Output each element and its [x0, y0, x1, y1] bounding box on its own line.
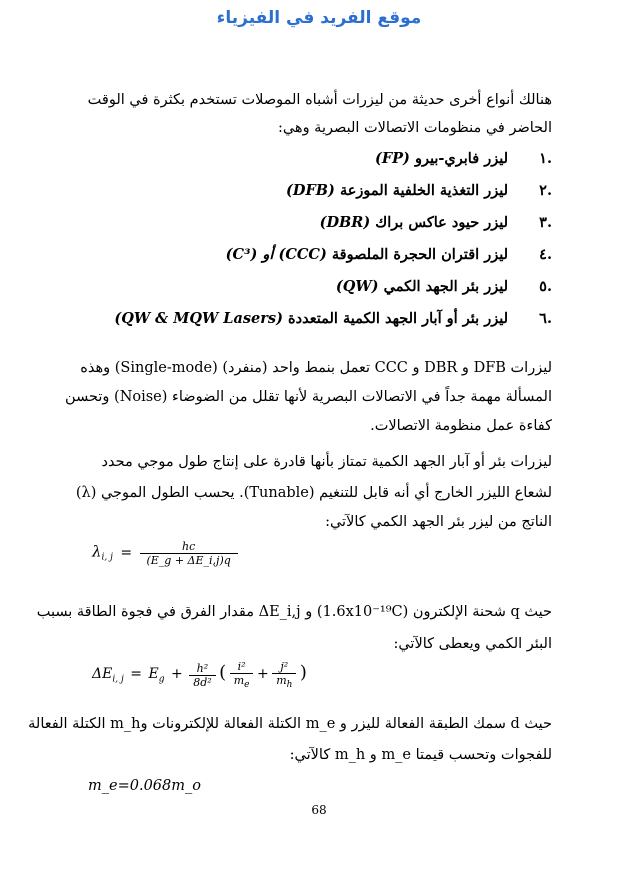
- eq2-j-num: j²: [280, 660, 289, 673]
- eq2-equals: =: [130, 666, 142, 683]
- eq2-i-fraction: [230, 660, 254, 690]
- list-item-4: [226, 246, 552, 263]
- intro-line-1: هنالك أنواع أخرى حديثة من ليزرات أشباه الموصلات تستخدم بكثرة في الوقت: [87, 92, 552, 108]
- list-number: .٣: [539, 214, 552, 231]
- list-abbr: (QW): [335, 278, 379, 295]
- energy-equation: $\Delta E_{i, j} = E_g$ + $\frac{\text{h²}}{\text{8d²}}$ ( $\frac{\text{i²}}{m_e}$ + $\frac{\text{j²}}{m_h}$ ): [92, 660, 307, 691]
- eq1-lhs: λ: [92, 542, 102, 561]
- list-abbr: (QW & MQW Lasers): [114, 310, 283, 327]
- eq1-numerator: hc: [182, 540, 196, 553]
- list-item-6: [114, 310, 552, 327]
- eq1-equals: =: [120, 544, 133, 561]
- para4-line-1: حيث q شحنة الإلكترون (1.6x10⁻¹⁹C) و ΔE_i,j مقدار الفرق في فجوة الطاقة بسبب: [36, 604, 552, 620]
- list-text: ليزر اقتران الحجرة الملصوقة: [331, 246, 508, 263]
- para5-line-1: حيث d سمك الطبقة الفعالة لليزر و m_e الكتلة الفعالة للإلكترونات وm_h الكتلة الفعالة: [28, 716, 552, 732]
- eq2-plus: +: [170, 666, 183, 683]
- list-number: .٢: [539, 182, 552, 199]
- list-number: .٦: [539, 310, 552, 327]
- eq2-eg-sub: g: [158, 674, 165, 685]
- site-title: موقع الفريد في الفيزياء: [216, 8, 422, 28]
- para2-line-1: ليزرات DFB و DBR و CCC تعمل بنمط واحد (منفرد) (Single-mode) وهذه: [80, 360, 552, 376]
- list-text: ليزر بئر أو آبار الجهد الكمية المتعددة: [288, 310, 508, 327]
- list-number: .٥: [539, 278, 552, 295]
- para2-line-3: كفاءة عمل منظومة الاتصالات.: [370, 418, 552, 434]
- eq2-i-num: i²: [237, 660, 246, 673]
- para5-line-2: للفجوات وتحسب قيمتا m_e و m_h كالآتي:: [289, 747, 552, 763]
- eq2-eg: E: [148, 666, 159, 683]
- list-abbr: (DBR): [319, 214, 371, 231]
- para2-line-2: المسألة مهمة جداً في الاتصالات البصرية لأنها تقلل من الضوضاء (Noise) وتحسن: [65, 389, 552, 405]
- list-abbr: (CCC) أو (C³): [225, 246, 327, 263]
- list-item-3: [320, 214, 552, 231]
- eq2-i-den: $m_e$: [230, 673, 254, 690]
- list-number: .٤: [539, 246, 552, 263]
- eq1-lhs-sub: i, j: [101, 552, 113, 563]
- list-text: ليزر التغذية الخلفية الموزعة: [339, 182, 508, 199]
- eq1-fraction: [140, 540, 238, 567]
- eq1-denominator: (E_g + ΔE_i,j)q: [140, 553, 238, 567]
- list-text: ليزر فابري-بيرو: [414, 150, 508, 167]
- eq2-h-fraction: [189, 662, 215, 689]
- eq2-h-den: 8d²: [189, 675, 215, 689]
- list-number: .١: [539, 150, 552, 167]
- eq2-lhs-sub: i, j: [112, 674, 124, 685]
- intro-line-2: الحاضر في منظومات الاتصالات البصرية وهي:: [277, 120, 552, 136]
- me-value-line: m_e=0.068m_o: [88, 778, 201, 794]
- para3-line-1: ليزرات بئر أو آبار الجهد الكمية تمتاز بأنها قادرة على إنتاج طول موجي محدد: [101, 454, 552, 470]
- list-abbr: (DFB): [286, 182, 335, 199]
- para3-line-3: الناتج من ليزر بئر الجهد الكمي كالآتي:: [325, 514, 552, 530]
- eq2-lhs: ΔE: [92, 666, 113, 683]
- eq2-j-den: $m_h$: [272, 673, 296, 690]
- list-item-1: [375, 150, 552, 167]
- list-text: ليزر حيود عاكس براك: [375, 214, 508, 231]
- eq2-h-num: h²: [196, 661, 209, 675]
- para3-line-2: لشعاع الليزر الخارج أي أنه قابل للتنغيم (Tunable). يحسب الطول الموجي (λ): [75, 485, 552, 501]
- list-abbr: (FP): [374, 150, 410, 167]
- wavelength-equation: [92, 540, 238, 567]
- eq2-j-fraction: [272, 660, 296, 690]
- list-text: ليزر بئر الجهد الكمي: [383, 278, 508, 295]
- list-item-5: [336, 278, 552, 295]
- para4-line-2: البئر الكمي ويعطى كالآتي:: [393, 636, 552, 652]
- list-item-2: [286, 182, 552, 199]
- page-number: 68: [311, 803, 327, 817]
